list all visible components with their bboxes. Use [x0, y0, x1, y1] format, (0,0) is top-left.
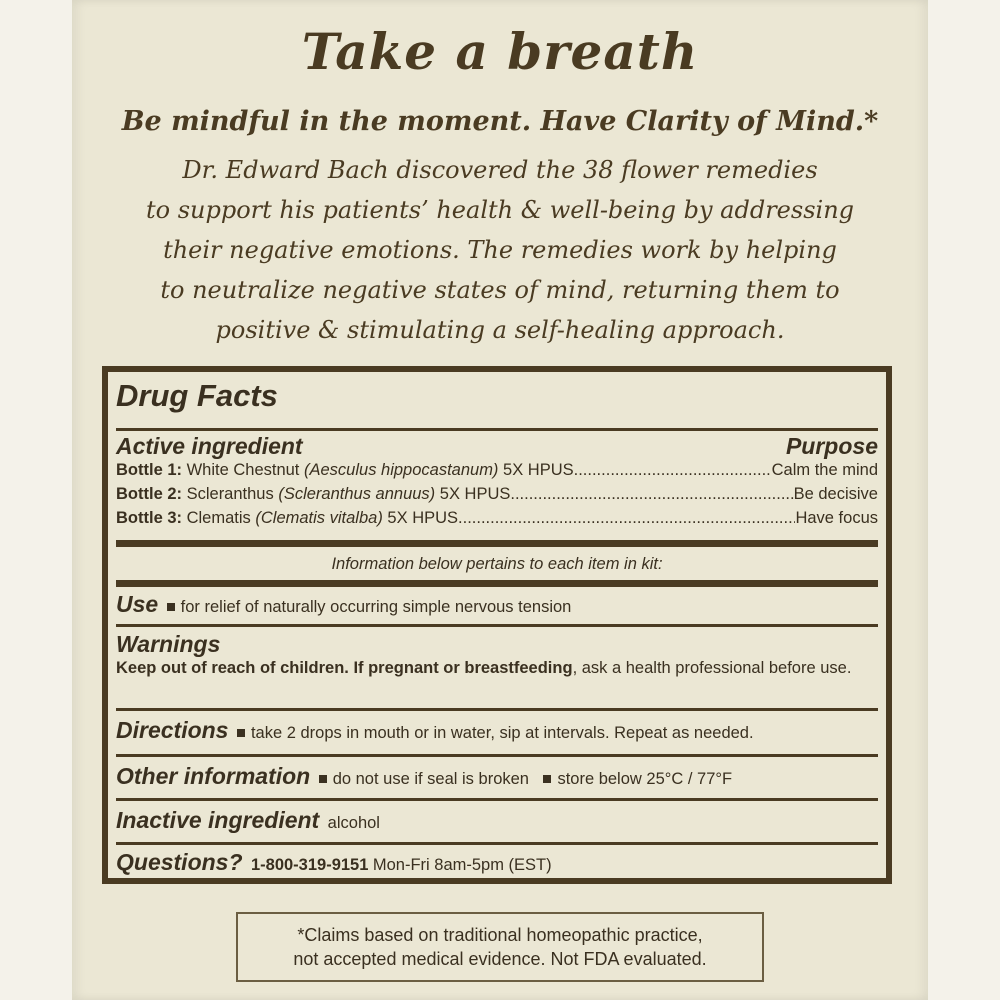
active-header-row	[116, 433, 878, 461]
bottle-label: Bottle 1:	[116, 461, 182, 479]
bullet-icon	[237, 729, 245, 737]
ingredient-strength: 5X HPUS	[439, 485, 511, 503]
directions-row	[116, 708, 878, 754]
ingredient-purpose: Calm the mind	[771, 461, 878, 479]
questions-hours: Mon-Fri 8am-5pm (EST)	[372, 856, 552, 874]
other-item: store below 25°C / 77°F	[557, 770, 733, 788]
questions-label: Questions?	[116, 849, 243, 875]
purpose-label: Purpose	[785, 433, 878, 459]
ingredient-latin: (Clematis vitalba)	[255, 509, 383, 527]
drug-facts-title: Drug Facts	[116, 378, 278, 413]
info-note-row	[116, 540, 878, 580]
bullet-icon	[167, 603, 175, 611]
warnings-bold-text: Keep out of reach of children. If pregnant or breastfeeding	[116, 659, 573, 677]
other-item: do not use if seal is broken	[332, 770, 529, 788]
active-ingredient-section	[116, 428, 878, 533]
ingredient-name: White Chestnut	[186, 461, 300, 479]
bottle-label: Bottle 3:	[116, 509, 182, 527]
warnings-label: Warnings	[116, 631, 221, 657]
headline: Take a breath	[301, 22, 699, 81]
ingredient-latin: (Aesculus hippocastanum)	[304, 461, 499, 479]
ingredient-latin: (Scleranthus annuus)	[278, 485, 436, 503]
disclaimer-box	[236, 912, 764, 982]
inactive-ingredient-text: alcohol	[327, 814, 380, 832]
warnings-row	[116, 624, 878, 708]
bottle-label: Bottle 2:	[116, 485, 182, 503]
questions-phone: 1-800-319-9151	[250, 856, 369, 874]
use-text: for relief of naturally occurring simple nervous tension	[180, 598, 572, 616]
directions-text: take 2 drops in mouth or in water, sip at intervals. Repeat as needed.	[250, 724, 754, 742]
intro-line: Dr. Edward Bach discovered the 38 flower remedies	[182, 156, 818, 184]
inactive-ingredient-row	[116, 798, 878, 842]
drug-facts-box	[102, 366, 892, 884]
leader-dots	[458, 509, 795, 528]
ingredient-row	[116, 485, 878, 509]
intro-paragraph	[130, 150, 870, 350]
leader-dots	[510, 485, 793, 504]
ingredient-name: Clematis	[186, 509, 251, 527]
use-row	[116, 580, 878, 624]
disclaimer-line: *Claims based on traditional homeopathic practice,	[297, 925, 703, 945]
leader-dots	[574, 461, 772, 480]
ingredient-name: Scleranthus	[186, 485, 274, 503]
warnings-body	[116, 658, 878, 679]
bullet-icon	[543, 775, 551, 783]
active-ingredient-label: Active ingredient	[116, 433, 303, 459]
intro-line: to neutralize negative states of mind, returning them to	[160, 276, 840, 304]
ingredient-row	[116, 509, 878, 533]
other-information-row	[116, 754, 878, 798]
intro-line: to support his patients’ health & well-being by addressing	[145, 196, 855, 224]
intro-line: their negative emotions. The remedies work by helping	[163, 236, 837, 264]
other-information-label: Other information	[116, 763, 311, 789]
ingredient-row	[116, 461, 878, 485]
disclaimer-line: not accepted medical evidence. Not FDA evaluated.	[293, 949, 707, 969]
ingredient-purpose: Have focus	[795, 509, 878, 527]
ingredient-strength: 5X HPUS	[503, 461, 574, 479]
questions-row	[116, 842, 878, 882]
drug-facts-title-row	[116, 378, 878, 414]
directions-label: Directions	[116, 717, 229, 743]
subhead: Be mindful in the moment. Have Clarity of Mind.*	[121, 106, 879, 137]
info-note: Information below pertains to each item in kit:	[331, 555, 663, 573]
bullet-icon	[319, 775, 327, 783]
intro-line: positive & stimulating a self-healing approach.	[215, 316, 785, 344]
use-label: Use	[116, 591, 159, 617]
ingredient-purpose: Be decisive	[793, 485, 878, 503]
ingredient-strength: 5X HPUS	[387, 509, 459, 527]
warnings-text: , ask a health professional before use.	[572, 659, 852, 677]
inactive-ingredient-label: Inactive ingredient	[116, 807, 320, 833]
